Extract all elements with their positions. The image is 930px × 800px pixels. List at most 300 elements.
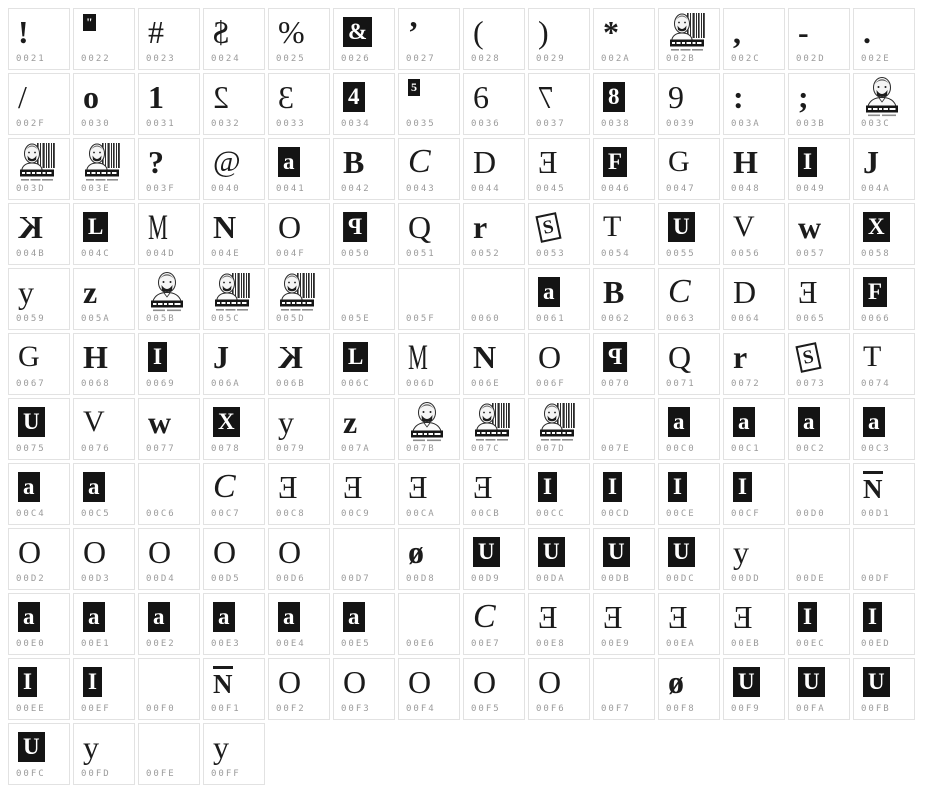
glyph-cell-0023[interactable] bbox=[138, 8, 200, 70]
codepoint-label: 0076 bbox=[81, 444, 111, 454]
glyph-char: 1 bbox=[148, 79, 164, 115]
glyph-cell-00C3[interactable] bbox=[853, 398, 915, 460]
glyph-cell-006E[interactable] bbox=[463, 333, 525, 395]
glyph-cell-00DD[interactable] bbox=[723, 528, 785, 590]
glyph-cell-0074[interactable] bbox=[853, 333, 915, 395]
glyph-cell-00D1[interactable] bbox=[853, 463, 915, 525]
glyph bbox=[538, 11, 549, 53]
glyph bbox=[603, 206, 621, 248]
glyph-cell-0077[interactable] bbox=[138, 398, 200, 460]
glyph-char: I bbox=[863, 602, 882, 632]
glyph-char: D bbox=[733, 274, 757, 310]
glyph-cell-0046[interactable] bbox=[593, 138, 655, 200]
codepoint-label: 0047 bbox=[666, 184, 696, 194]
glyph-cell-003D[interactable] bbox=[8, 138, 70, 200]
glyph-char: ; bbox=[798, 79, 809, 115]
glyph-char: T bbox=[603, 210, 622, 243]
glyph-char: - bbox=[798, 14, 809, 50]
codepoint-label: 005E bbox=[341, 314, 371, 324]
glyph-cell-00FD[interactable] bbox=[73, 723, 135, 785]
glyph-cell-007C[interactable] bbox=[463, 398, 525, 460]
glyph-cell-0041[interactable] bbox=[268, 138, 330, 200]
glyph bbox=[18, 206, 43, 248]
codepoint-label: 006F bbox=[536, 379, 566, 389]
glyph-cell-00D8[interactable] bbox=[398, 528, 460, 590]
codepoint-label: 0037 bbox=[536, 119, 566, 129]
glyph-cell-004B[interactable] bbox=[8, 203, 70, 265]
glyph-cell-00FC[interactable] bbox=[8, 723, 70, 785]
glyph-cell-00CD[interactable] bbox=[593, 463, 655, 525]
glyph-char: G bbox=[18, 340, 40, 373]
glyph-cell-00DB[interactable] bbox=[593, 528, 655, 590]
codepoint-label: 0063 bbox=[666, 314, 696, 324]
glyph-cell-0063[interactable] bbox=[658, 268, 720, 330]
codepoint-label: 00EC bbox=[796, 639, 826, 649]
glyph-cell-003A[interactable] bbox=[723, 73, 785, 135]
glyph-cell-002F[interactable] bbox=[8, 73, 70, 135]
glyph bbox=[213, 531, 236, 573]
glyph-cell-00C0[interactable] bbox=[658, 398, 720, 460]
glyph bbox=[343, 76, 365, 118]
glyph-cell-00F5[interactable] bbox=[463, 658, 525, 720]
glyph-char: I bbox=[18, 667, 37, 697]
glyph-char: a bbox=[278, 602, 300, 632]
glyph-cell-006F[interactable] bbox=[528, 333, 590, 395]
glyph-cell-002B[interactable] bbox=[658, 8, 720, 70]
glyph-cell-0072[interactable] bbox=[723, 333, 785, 395]
codepoint-label: 002B bbox=[666, 54, 696, 64]
codepoint-label: 002C bbox=[731, 54, 761, 64]
glyph-cell-00F0[interactable] bbox=[138, 658, 200, 720]
glyph-cell-0027[interactable] bbox=[398, 8, 460, 70]
glyph-cell-00FA[interactable] bbox=[788, 658, 850, 720]
glyph-cell-003B[interactable] bbox=[788, 73, 850, 135]
glyph-cell-0028[interactable] bbox=[463, 8, 525, 70]
glyph-cell-00C5[interactable] bbox=[73, 463, 135, 525]
glyph-cell-00E0[interactable] bbox=[8, 593, 70, 655]
glyph-cell-0036[interactable] bbox=[463, 73, 525, 135]
glyph-cell-0030[interactable] bbox=[73, 73, 135, 135]
glyph-cell-003E[interactable] bbox=[73, 138, 135, 200]
glyph-cell-0032[interactable] bbox=[203, 73, 265, 135]
codepoint-label: 00D1 bbox=[861, 509, 891, 519]
glyph-cell-0035[interactable] bbox=[398, 73, 460, 135]
glyph-cell-005C[interactable] bbox=[203, 268, 265, 330]
codepoint-label: 00F2 bbox=[276, 704, 306, 714]
glyph bbox=[473, 401, 511, 443]
codepoint-label: 00E7 bbox=[471, 639, 501, 649]
glyph-char: Q bbox=[408, 209, 432, 245]
glyph-cell-00FF[interactable] bbox=[203, 723, 265, 785]
glyph-cell-005F[interactable] bbox=[398, 268, 460, 330]
codepoint-label: 00EB bbox=[731, 639, 761, 649]
glyph-cell-007E[interactable] bbox=[593, 398, 655, 460]
glyph-cell-0038[interactable] bbox=[593, 73, 655, 135]
glyph-cell-0037[interactable] bbox=[528, 73, 590, 135]
codepoint-label: 0029 bbox=[536, 54, 566, 64]
glyph-cell-004E[interactable] bbox=[203, 203, 265, 265]
glyph-cell-0034[interactable] bbox=[333, 73, 395, 135]
glyph bbox=[538, 206, 559, 248]
glyph-cell-0045[interactable] bbox=[528, 138, 590, 200]
codepoint-label: 0050 bbox=[341, 249, 371, 259]
glyph-cell-00EC[interactable] bbox=[788, 593, 850, 655]
glyph bbox=[18, 336, 40, 378]
glyph-cell-00F2[interactable] bbox=[268, 658, 330, 720]
glyph bbox=[668, 661, 684, 703]
codepoint-label: 005B bbox=[146, 314, 176, 324]
codepoint-label: 0025 bbox=[276, 54, 306, 64]
glyph-cell-003F[interactable] bbox=[138, 138, 200, 200]
glyph bbox=[473, 11, 484, 53]
glyph-cell-00F3[interactable] bbox=[333, 658, 395, 720]
glyph-cell-0039[interactable] bbox=[658, 73, 720, 135]
glyph-cell-00FE[interactable] bbox=[138, 723, 200, 785]
glyph-cell-00D2[interactable] bbox=[8, 528, 70, 590]
glyph bbox=[668, 531, 695, 573]
codepoint-label: 00CD bbox=[601, 509, 631, 519]
codepoint-label: 0062 bbox=[601, 314, 631, 324]
codepoint-label: 00F5 bbox=[471, 704, 501, 714]
glyph-cell-00F1[interactable] bbox=[203, 658, 265, 720]
codepoint-label: 005A bbox=[81, 314, 111, 324]
glyph bbox=[148, 336, 167, 378]
glyph-cell-00DF[interactable] bbox=[853, 528, 915, 590]
glyph-cell-007B[interactable] bbox=[398, 398, 460, 460]
glyph-cell-00E5[interactable] bbox=[333, 593, 395, 655]
glyph bbox=[538, 271, 560, 313]
glyph-char: w bbox=[798, 209, 822, 245]
glyph-cell-00E2[interactable] bbox=[138, 593, 200, 655]
codepoint-label: 004A bbox=[861, 184, 891, 194]
glyph-cell-0061[interactable] bbox=[528, 268, 590, 330]
glyph-char: F bbox=[863, 277, 887, 307]
glyph-char: L bbox=[83, 212, 108, 242]
codepoint-label: 0078 bbox=[211, 444, 241, 454]
image-barcode-man-icon bbox=[18, 142, 56, 183]
glyph-char: E bbox=[473, 469, 493, 505]
codepoint-label: 00FB bbox=[861, 704, 891, 714]
glyph bbox=[798, 141, 817, 183]
glyph-cell-0024[interactable] bbox=[203, 8, 265, 70]
glyph bbox=[538, 141, 558, 183]
glyph-cell-005D[interactable] bbox=[268, 268, 330, 330]
glyph-cell-00EE[interactable] bbox=[8, 658, 70, 720]
codepoint-label: 00CB bbox=[471, 509, 501, 519]
codepoint-label: 002A bbox=[601, 54, 631, 64]
glyph-cell-00C4[interactable] bbox=[8, 463, 70, 525]
codepoint-label: 004C bbox=[81, 249, 111, 259]
glyph-char: / bbox=[18, 79, 27, 115]
glyph-cell-00D6[interactable] bbox=[268, 528, 330, 590]
glyph-cell-0025[interactable] bbox=[268, 8, 330, 70]
glyph-cell-00E9[interactable] bbox=[593, 593, 655, 655]
glyph-cell-0054[interactable] bbox=[593, 203, 655, 265]
glyph-cell-0053[interactable] bbox=[528, 203, 590, 265]
codepoint-label: 007E bbox=[601, 444, 631, 454]
glyph-cell-0058[interactable] bbox=[853, 203, 915, 265]
glyph-cell-00CC[interactable] bbox=[528, 463, 590, 525]
glyph bbox=[18, 596, 40, 638]
codepoint-label: 0041 bbox=[276, 184, 306, 194]
glyph-cell-00DC[interactable] bbox=[658, 528, 720, 590]
glyph-cell-006D[interactable] bbox=[398, 333, 460, 395]
glyph-cell-00E8[interactable] bbox=[528, 593, 590, 655]
glyph-cell-00D3[interactable] bbox=[73, 528, 135, 590]
glyph bbox=[603, 11, 619, 53]
glyph-cell-0022[interactable] bbox=[73, 8, 135, 70]
glyph-char: 4 bbox=[343, 82, 365, 112]
codepoint-label: 0074 bbox=[861, 379, 891, 389]
glyph bbox=[148, 531, 171, 573]
glyph-char: I bbox=[733, 472, 752, 502]
glyph-cell-00EB[interactable] bbox=[723, 593, 785, 655]
glyph-char: ø bbox=[408, 534, 424, 570]
glyph-cell-0062[interactable] bbox=[593, 268, 655, 330]
codepoint-label: 007A bbox=[341, 444, 371, 454]
codepoint-label: 00D0 bbox=[796, 509, 826, 519]
glyph bbox=[538, 401, 576, 443]
codepoint-label: 0064 bbox=[731, 314, 761, 324]
glyph-cell-0055[interactable] bbox=[658, 203, 720, 265]
glyph-cell-00F7[interactable] bbox=[593, 658, 655, 720]
glyph-char: G bbox=[668, 145, 690, 178]
glyph-cell-0031[interactable] bbox=[138, 73, 200, 135]
glyph-cell-00ED[interactable] bbox=[853, 593, 915, 655]
codepoint-label: 00D5 bbox=[211, 574, 241, 584]
codepoint-label: 00DE bbox=[796, 574, 826, 584]
glyph-cell-0076[interactable] bbox=[73, 398, 135, 460]
glyph bbox=[733, 271, 756, 313]
glyph bbox=[278, 401, 294, 443]
codepoint-label: 0046 bbox=[601, 184, 631, 194]
glyph-cell-007D[interactable] bbox=[528, 398, 590, 460]
glyph bbox=[148, 401, 171, 443]
glyph-cell-007A[interactable] bbox=[333, 398, 395, 460]
glyph-cell-002A[interactable] bbox=[593, 8, 655, 70]
glyph-cell-006A[interactable] bbox=[203, 333, 265, 395]
glyph-char: J bbox=[213, 339, 229, 375]
glyph-cell-00C8[interactable] bbox=[268, 463, 330, 525]
glyph-cell-00E7[interactable] bbox=[463, 593, 525, 655]
glyph-cell-0050[interactable] bbox=[333, 203, 395, 265]
glyph bbox=[83, 596, 105, 638]
glyph-cell-00FB[interactable] bbox=[853, 658, 915, 720]
glyph bbox=[668, 141, 690, 183]
glyph-cell-0078[interactable] bbox=[203, 398, 265, 460]
glyph-cell-00F6[interactable] bbox=[528, 658, 590, 720]
glyph-cell-002C[interactable] bbox=[723, 8, 785, 70]
glyph-cell-00CF[interactable] bbox=[723, 463, 785, 525]
glyph-cell-0029[interactable] bbox=[528, 8, 590, 70]
glyph-cell-004A[interactable] bbox=[853, 138, 915, 200]
glyph-cell-00EA[interactable] bbox=[658, 593, 720, 655]
glyph-cell-005E[interactable] bbox=[333, 268, 395, 330]
glyph-cell-00E1[interactable] bbox=[73, 593, 135, 655]
glyph-cell-0073[interactable] bbox=[788, 333, 850, 395]
glyph-cell-0067[interactable] bbox=[8, 333, 70, 395]
glyph-cell-0040[interactable] bbox=[203, 138, 265, 200]
glyph bbox=[733, 206, 755, 248]
glyph-cell-0070[interactable] bbox=[593, 333, 655, 395]
glyph-cell-0079[interactable] bbox=[268, 398, 330, 460]
glyph-cell-00D7[interactable] bbox=[333, 528, 395, 590]
glyph-cell-005A[interactable] bbox=[73, 268, 135, 330]
glyph-cell-00CA[interactable] bbox=[398, 463, 460, 525]
glyph-cell-0066[interactable] bbox=[853, 268, 915, 330]
glyph bbox=[733, 76, 744, 118]
glyph-cell-0052[interactable] bbox=[463, 203, 525, 265]
glyph-cell-00D9[interactable] bbox=[463, 528, 525, 590]
glyph-cell-002E[interactable] bbox=[853, 8, 915, 70]
glyph-cell-0026[interactable] bbox=[333, 8, 395, 70]
glyph-char: I bbox=[668, 472, 687, 502]
glyph-char: U bbox=[538, 537, 565, 567]
codepoint-label: 0031 bbox=[146, 119, 176, 129]
codepoint-label: 0028 bbox=[471, 54, 501, 64]
glyph-cell-0068[interactable] bbox=[73, 333, 135, 395]
glyph bbox=[538, 531, 565, 573]
glyph-char: X bbox=[213, 407, 240, 437]
glyph-cell-0057[interactable] bbox=[788, 203, 850, 265]
codepoint-label: 00EA bbox=[666, 639, 696, 649]
glyph bbox=[798, 401, 820, 443]
glyph-char: P bbox=[603, 342, 627, 372]
glyph bbox=[733, 661, 760, 703]
glyph-char: , bbox=[733, 14, 741, 50]
glyph-char: O bbox=[278, 534, 302, 570]
glyph bbox=[473, 596, 496, 638]
codepoint-label: 0024 bbox=[211, 54, 241, 64]
glyph-cell-006B[interactable] bbox=[268, 333, 330, 395]
codepoint-label: 00FC bbox=[16, 769, 46, 779]
glyph-cell-0049[interactable] bbox=[788, 138, 850, 200]
glyph bbox=[18, 271, 34, 313]
glyph bbox=[733, 401, 755, 443]
glyph-char: a bbox=[863, 407, 885, 437]
codepoint-label: 007D bbox=[536, 444, 566, 454]
glyph-cell-0051[interactable] bbox=[398, 203, 460, 265]
glyph-cell-003C[interactable] bbox=[853, 73, 915, 135]
glyph-cell-00F4[interactable] bbox=[398, 658, 460, 720]
glyph-cell-00E6[interactable] bbox=[398, 593, 460, 655]
glyph-cell-0059[interactable] bbox=[8, 268, 70, 330]
glyph-char: * bbox=[603, 14, 619, 50]
glyph-cell-00DA[interactable] bbox=[528, 528, 590, 590]
glyph-cell-00D4[interactable] bbox=[138, 528, 200, 590]
glyph-cell-00D0[interactable] bbox=[788, 463, 850, 525]
codepoint-label: 00F8 bbox=[666, 704, 696, 714]
glyph-char: U bbox=[603, 537, 630, 567]
glyph-cell-00C2[interactable] bbox=[788, 398, 850, 460]
glyph-char: a bbox=[148, 602, 170, 632]
glyph bbox=[148, 206, 180, 248]
glyph-cell-00DE[interactable] bbox=[788, 528, 850, 590]
glyph-cell-005B[interactable] bbox=[138, 268, 200, 330]
codepoint-label: 00E8 bbox=[536, 639, 566, 649]
glyph bbox=[148, 11, 164, 53]
codepoint-label: 00EF bbox=[81, 704, 111, 714]
glyph bbox=[408, 531, 424, 573]
glyph-cell-00C9[interactable] bbox=[333, 463, 395, 525]
glyph-cell-0042[interactable] bbox=[333, 138, 395, 200]
glyph bbox=[603, 271, 624, 313]
glyph bbox=[213, 206, 236, 248]
glyph-cell-00CB[interactable] bbox=[463, 463, 525, 525]
glyph-cell-0069[interactable] bbox=[138, 333, 200, 395]
glyph-char: ’ bbox=[408, 14, 419, 50]
glyph-cell-00CE[interactable] bbox=[658, 463, 720, 525]
glyph bbox=[18, 76, 27, 118]
glyph-char: 3 bbox=[278, 79, 294, 115]
glyph-cell-0044[interactable] bbox=[463, 138, 525, 200]
glyph-cell-004C[interactable] bbox=[73, 203, 135, 265]
glyph-cell-00C1[interactable] bbox=[723, 398, 785, 460]
glyph-cell-0021[interactable] bbox=[8, 8, 70, 70]
glyph-cell-0071[interactable] bbox=[658, 333, 720, 395]
glyph-cell-00F9[interactable] bbox=[723, 658, 785, 720]
glyph bbox=[733, 531, 749, 573]
glyph-cell-002D[interactable] bbox=[788, 8, 850, 70]
glyph-cell-0047[interactable] bbox=[658, 138, 720, 200]
glyph-cell-00EF[interactable] bbox=[73, 658, 135, 720]
glyph-char: : bbox=[733, 79, 744, 115]
glyph bbox=[278, 206, 301, 248]
glyph-cell-00D5[interactable] bbox=[203, 528, 265, 590]
glyph-cell-0064[interactable] bbox=[723, 268, 785, 330]
glyph-cell-0060[interactable] bbox=[463, 268, 525, 330]
codepoint-label: 00C6 bbox=[146, 509, 176, 519]
glyph bbox=[408, 466, 428, 508]
glyph bbox=[473, 141, 496, 183]
codepoint-label: 0077 bbox=[146, 444, 176, 454]
glyph-char: a bbox=[278, 147, 300, 177]
glyph bbox=[213, 661, 233, 703]
codepoint-label: 00C3 bbox=[861, 444, 891, 454]
glyph-cell-00C6[interactable] bbox=[138, 463, 200, 525]
glyph-cell-00E3[interactable] bbox=[203, 593, 265, 655]
codepoint-label: 003A bbox=[731, 119, 761, 129]
glyph-cell-0075[interactable] bbox=[8, 398, 70, 460]
glyph-cell-0065[interactable] bbox=[788, 268, 850, 330]
glyph bbox=[343, 141, 364, 183]
codepoint-label: 002D bbox=[796, 54, 826, 64]
glyph-char: C bbox=[213, 468, 236, 505]
codepoint-label: 0021 bbox=[16, 54, 46, 64]
glyph-cell-00F8[interactable] bbox=[658, 658, 720, 720]
codepoint-label: 0042 bbox=[341, 184, 371, 194]
codepoint-label: 00E2 bbox=[146, 639, 176, 649]
glyph-char: a bbox=[213, 602, 235, 632]
glyph-cell-0043[interactable] bbox=[398, 138, 460, 200]
glyph-cell-0048[interactable] bbox=[723, 138, 785, 200]
glyph-cell-00E4[interactable] bbox=[268, 593, 330, 655]
glyph bbox=[213, 11, 229, 53]
glyph-cell-004D[interactable] bbox=[138, 203, 200, 265]
codepoint-label: 003C bbox=[861, 119, 891, 129]
glyph bbox=[863, 141, 879, 183]
codepoint-label: 00CC bbox=[536, 509, 566, 519]
glyph-char: E bbox=[408, 469, 428, 505]
glyph-cell-004F[interactable] bbox=[268, 203, 330, 265]
glyph-cell-00C7[interactable] bbox=[203, 463, 265, 525]
glyph bbox=[668, 466, 687, 508]
glyph-cell-0033[interactable] bbox=[268, 73, 330, 135]
codepoint-label: 0045 bbox=[536, 184, 566, 194]
glyph-cell-0056[interactable] bbox=[723, 203, 785, 265]
glyph-cell-006C[interactable] bbox=[333, 333, 395, 395]
codepoint-label: 00D7 bbox=[341, 574, 371, 584]
